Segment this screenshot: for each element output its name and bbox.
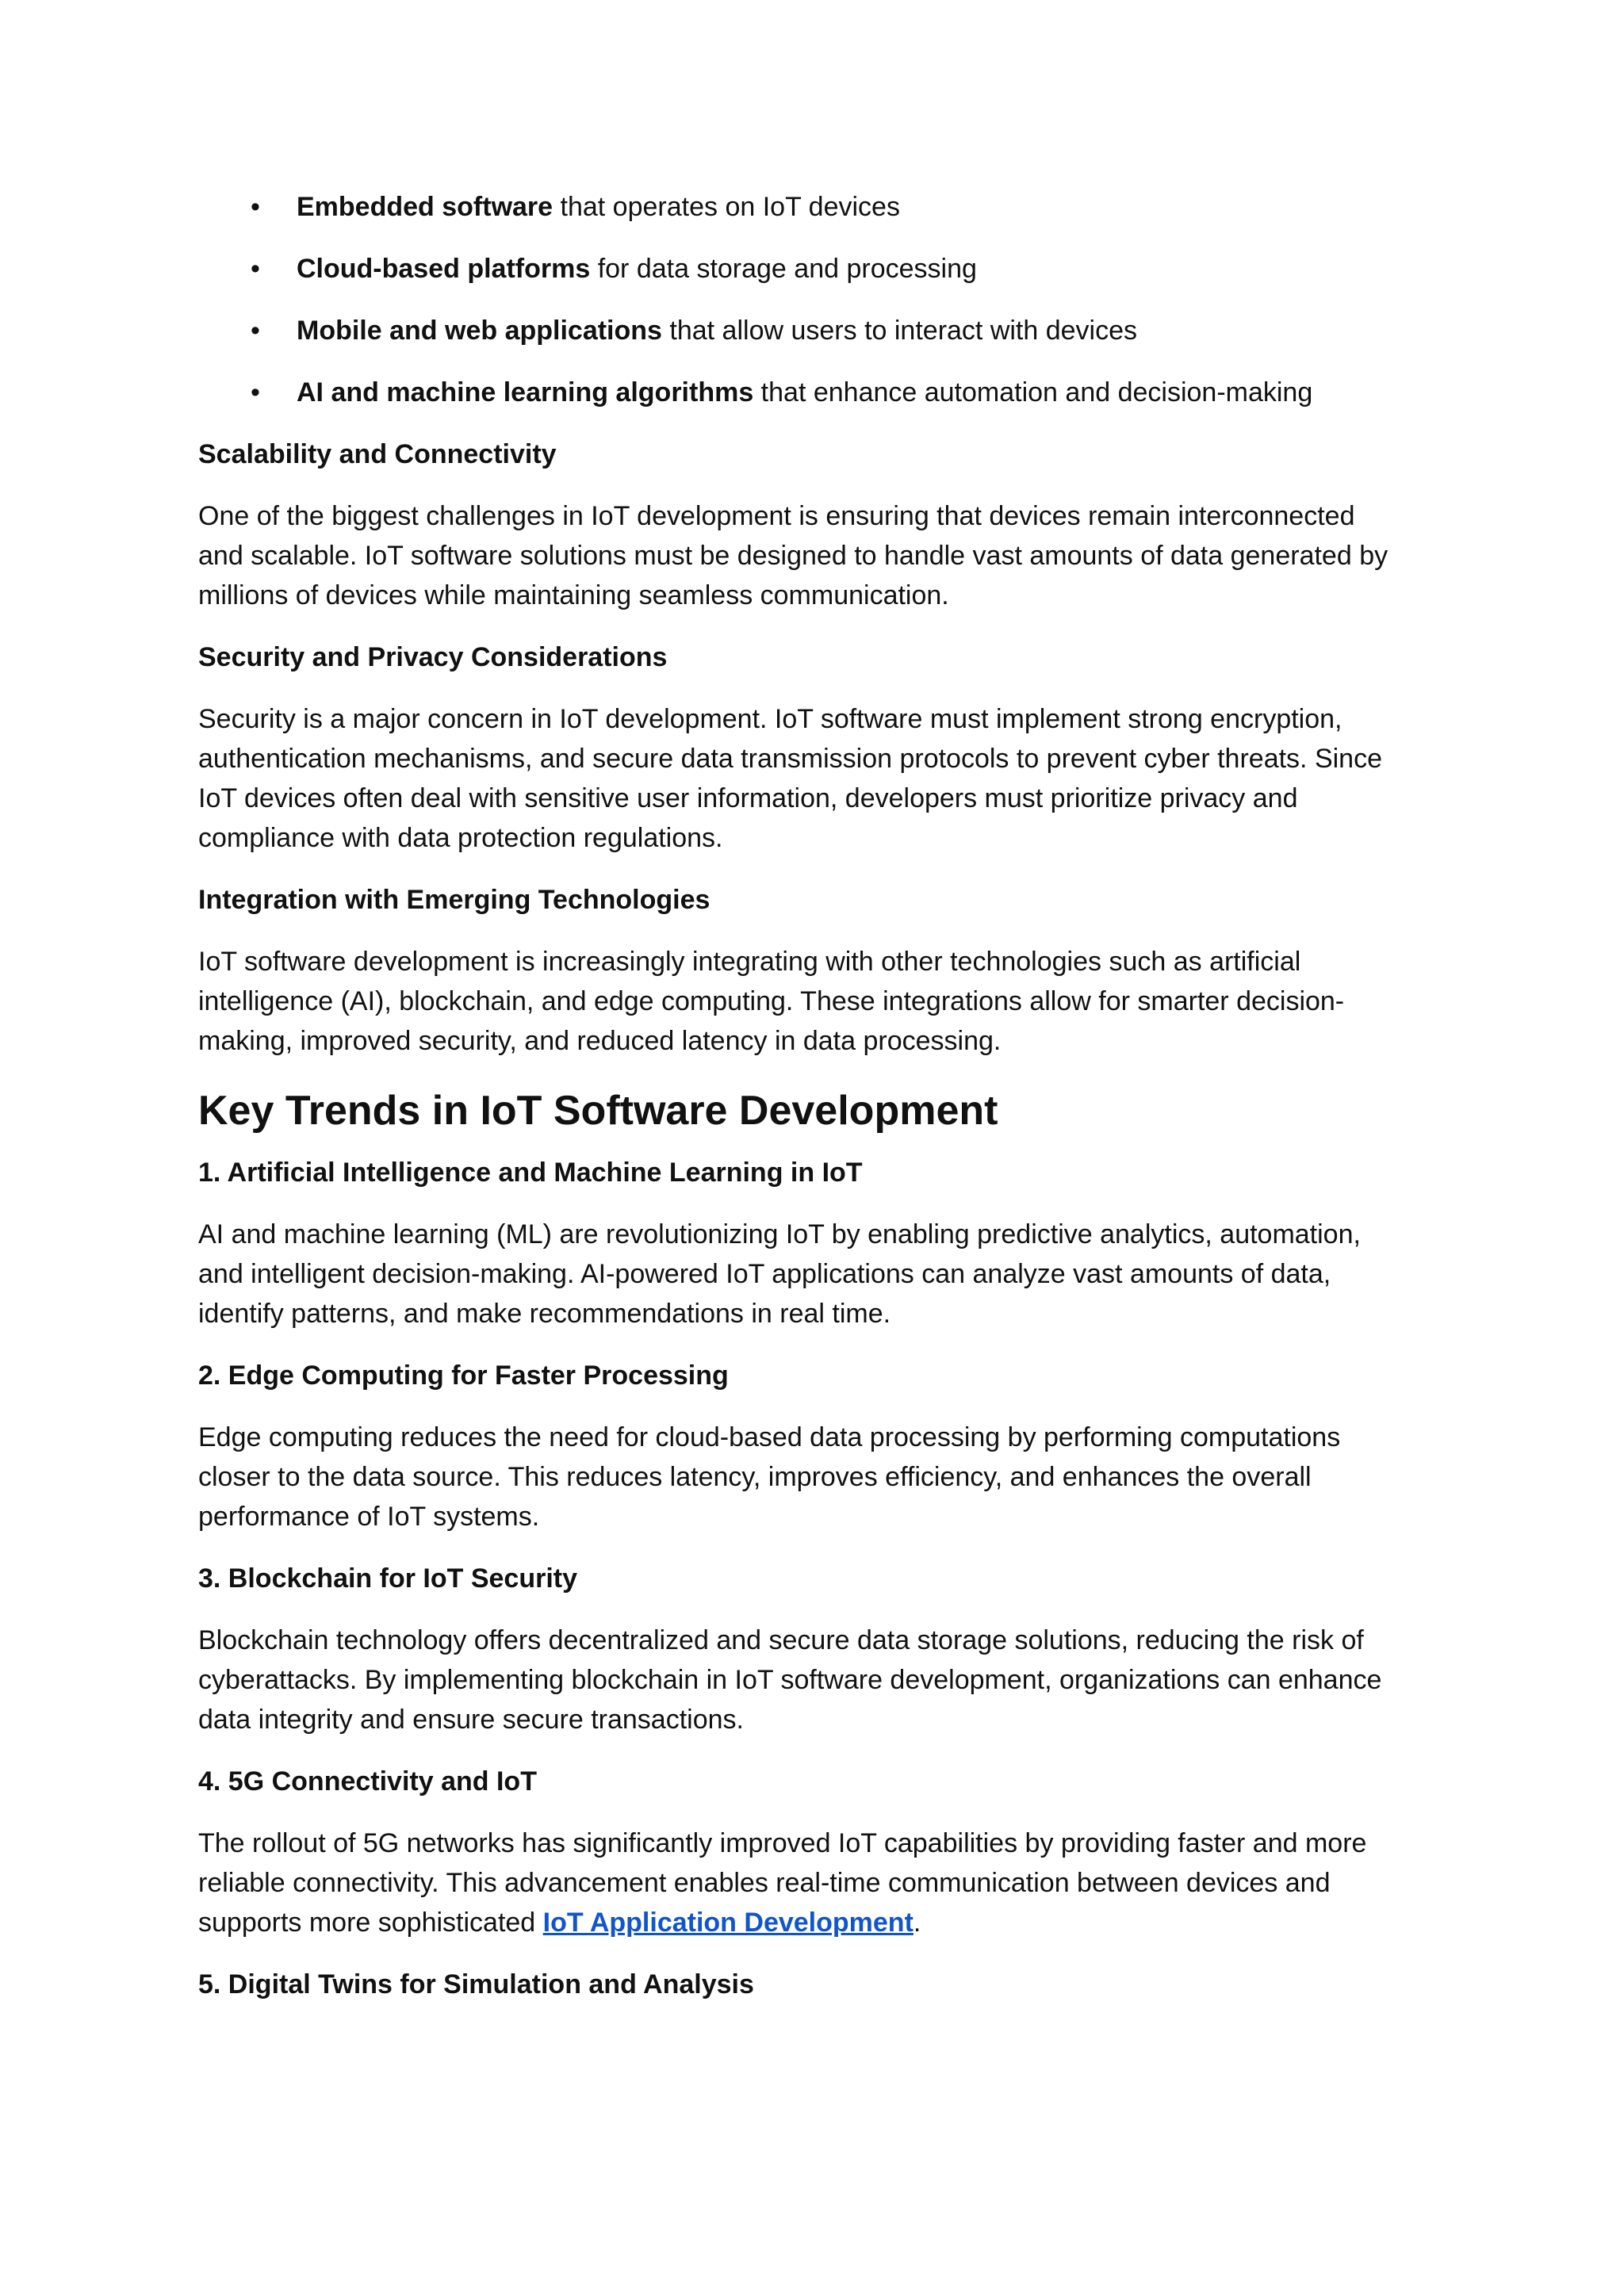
- paragraph-line: making, improved security, and reduced latency in data processing.: [198, 1026, 1002, 1056]
- paragraph-line: cyberattacks. By implementing blockchain in IoT software development, organizations can enhance: [198, 1665, 1382, 1695]
- integration-heading: Integration with Emerging Technologies: [198, 885, 710, 915]
- paragraph-line: Blockchain technology offers decentralized and secure data storage solutions, reducing the risk of: [198, 1625, 1364, 1655]
- trend-blockchain-heading: 3. Blockchain for IoT Security: [198, 1563, 578, 1594]
- paragraph-line: performance of IoT systems.: [198, 1502, 540, 1532]
- bullet-text: that operates on IoT devices: [553, 192, 900, 222]
- key-trends-title: Key Trends in IoT Software Development: [198, 1088, 998, 1134]
- trend-digital-twins-heading: 5. Digital Twins for Simulation and Analysis: [198, 1969, 754, 1999]
- trend-blockchain-paragraph: [198, 1621, 1435, 1739]
- paragraph-line: AI and machine learning (ML) are revolutionizing IoT by enabling predictive analytics, automation,: [198, 1219, 1361, 1249]
- document-content: [198, 187, 1435, 2004]
- list-item: [198, 373, 1435, 412]
- trend-5g-paragraph: [198, 1823, 1435, 1942]
- trend-ai-paragraph: [198, 1215, 1435, 1334]
- trend-edge-paragraph: [198, 1418, 1435, 1536]
- paragraph-line: IoT devices often deal with sensitive user information, developers must prioritize privacy and: [198, 783, 1298, 813]
- trend-5g-heading: 4. 5G Connectivity and IoT: [198, 1766, 537, 1797]
- security-heading: Security and Privacy Considerations: [198, 642, 668, 672]
- paragraph-line: intelligence (AI), blockchain, and edge computing. These integrations allow for smarter decision-: [198, 986, 1345, 1016]
- paragraph-line: The rollout of 5G networks has significantly improved IoT capabilities by providing faster and more: [198, 1828, 1367, 1858]
- paragraph-line: Edge computing reduces the need for cloud-based data processing by performing computations: [198, 1422, 1341, 1452]
- list-item: [198, 187, 1435, 227]
- paragraph-line: supports more sophisticated: [198, 1908, 543, 1938]
- paragraph-line: identify patterns, and make recommendations in real time.: [198, 1299, 891, 1329]
- list-item: [198, 311, 1435, 350]
- paragraph-line: data integrity and ensure secure transactions.: [198, 1705, 744, 1735]
- paragraph-line: One of the biggest challenges in IoT development is ensuring that devices remain interconnected: [198, 501, 1355, 531]
- bullet-text: that enhance automation and decision-making: [753, 377, 1313, 408]
- bullet-icon: •: [251, 192, 260, 222]
- scalability-paragraph: [198, 496, 1435, 615]
- trend-edge-heading: 2. Edge Computing for Faster Processing: [198, 1360, 729, 1391]
- list-item: [198, 249, 1435, 289]
- bullet-term: AI and machine learning algorithms: [297, 377, 754, 408]
- paragraph-line: authentication mechanisms, and secure data transmission protocols to prevent cyber threats. Since: [198, 744, 1382, 774]
- feature-bullet-list: [198, 187, 1435, 412]
- integration-paragraph: [198, 942, 1435, 1061]
- paragraph-line: and intelligent decision-making. AI-powered IoT applications can analyze vast amounts of data,: [198, 1259, 1331, 1289]
- paragraph-line-end: .: [913, 1908, 921, 1938]
- trend-ai-heading: 1. Artificial Intelligence and Machine Learning in IoT: [198, 1158, 863, 1188]
- paragraph-line: IoT software development is increasingly integrating with other technologies such as artificial: [198, 947, 1301, 977]
- paragraph-line: closer to the data source. This reduces latency, improves efficiency, and enhances the overall: [198, 1462, 1312, 1492]
- iot-application-development-link[interactable]: IoT Application Development: [542, 1908, 914, 1938]
- bullet-text: that allow users to interact with devices: [661, 316, 1138, 346]
- paragraph-line: millions of devices while maintaining seamless communication.: [198, 580, 949, 610]
- bullet-text: for data storage and processing: [590, 254, 977, 284]
- paragraph-line: reliable connectivity. This advancement enables real-time communication between devices and: [198, 1868, 1331, 1898]
- bullet-term: Cloud-based platforms: [297, 254, 591, 284]
- bullet-icon: •: [251, 316, 260, 346]
- bullet-term: Embedded software: [297, 192, 553, 222]
- scalability-heading: Scalability and Connectivity: [198, 439, 557, 469]
- bullet-icon: •: [251, 254, 260, 284]
- security-paragraph: [198, 699, 1435, 858]
- paragraph-line: compliance with data protection regulations.: [198, 823, 723, 853]
- paragraph-line: Security is a major concern in IoT development. IoT software must implement strong encryption,: [198, 704, 1342, 734]
- bullet-term: Mobile and web applications: [297, 316, 662, 346]
- paragraph-line: and scalable. IoT software solutions must be designed to handle vast amounts of data generated by: [198, 541, 1388, 571]
- bullet-icon: •: [251, 377, 260, 408]
